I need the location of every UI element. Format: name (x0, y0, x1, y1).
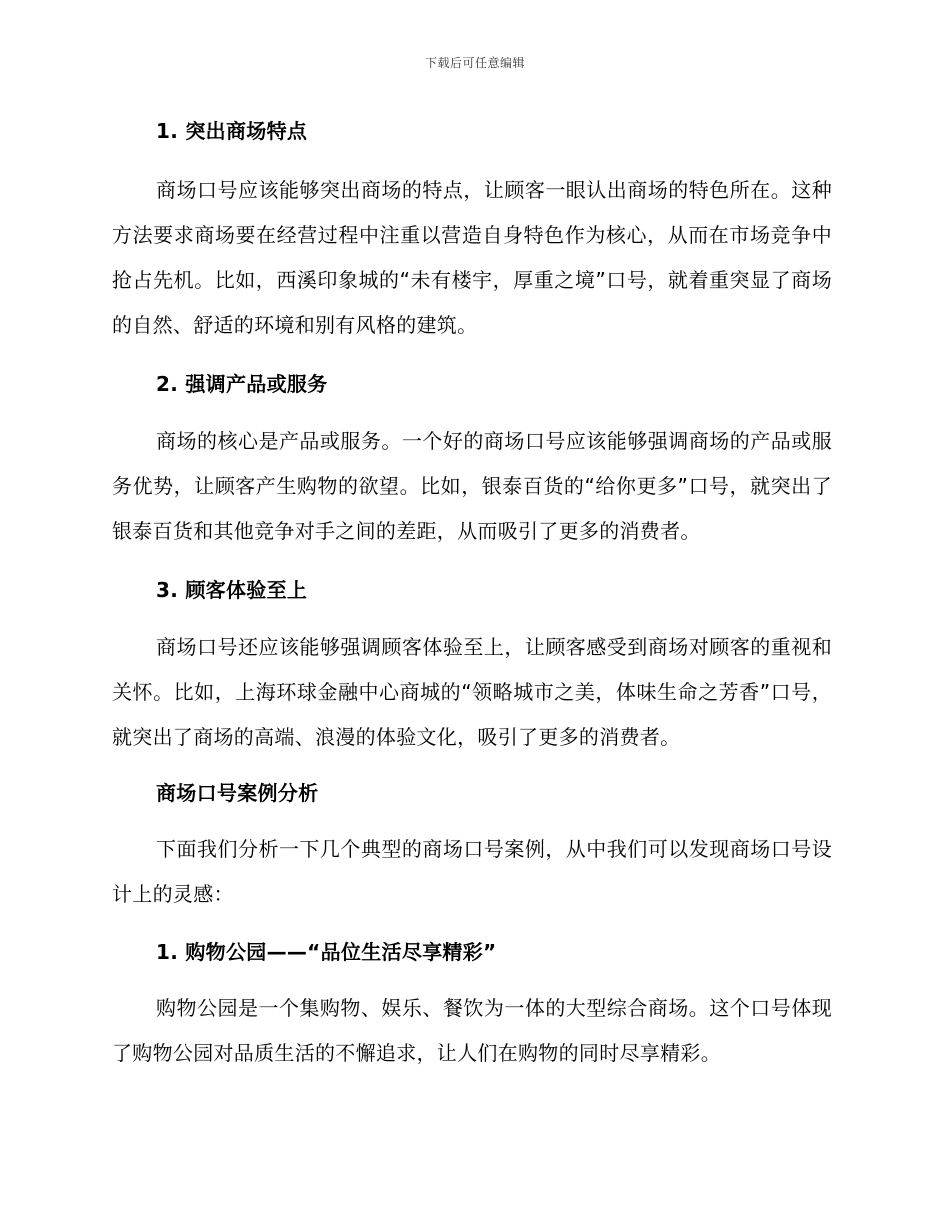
section-heading-highlight-features: 1. 突出商场特点 (156, 119, 308, 143)
section-paragraph-highlight-features: 商场口号应该能够突出商场的特点，让顾客一眼认出商场的特色所在。这种方法要求商场要在经营过程中注重以营造自身特色作为核心，从而在市场竞争中抢占先机。比如，西溪印象城的“未有楼宇，厚重之境”口号，就着重突显了商场的自然、舒适的环境和别有风格的建筑。 (112, 178, 832, 337)
section-paragraph-emphasize-products: 商场的核心是产品或服务。一个好的商场口号应该能够强调商场的产品或服务优势，让顾客产生购物的欲望。比如，银泰百货的“给你更多”口号，就突出了银泰百货和其他竞争对手之间的差距，从而吸引了更多的消费者。 (112, 429, 832, 543)
section-heading-case-analysis: 商场口号案例分析 (156, 781, 319, 805)
section-heading-shopping-park: 1. 购物公园——“品位生活尽享精彩” (156, 940, 497, 964)
document-body (112, 112, 832, 1076)
header-note: 下载后可任意编辑 (424, 56, 525, 70)
section-heading-customer-experience: 3. 顾客体验至上 (156, 578, 308, 602)
section-paragraph-customer-experience: 商场口号还应该能够强调顾客体验至上，让顾客感受到商场对顾客的重视和关怀。比如，上海环球金融中心商城的“领略城市之美，体味生命之芳香”口号，就突出了商场的高端、浪漫的体验文化，吸引了更多的消费者。 (112, 635, 832, 749)
section-paragraph-shopping-park: 购物公园是一个集购物、娱乐、餐饮为一体的大型综合商场。这个口号体现了购物公园对品质生活的不懈追求，让人们在购物的同时尽享精彩。 (112, 996, 832, 1065)
section-paragraph-case-analysis: 下面我们分析一下几个典型的商场口号案例，从中我们可以发现商场口号设计上的灵感： (112, 837, 832, 906)
section-heading-emphasize-products: 2. 强调产品或服务 (156, 372, 328, 396)
